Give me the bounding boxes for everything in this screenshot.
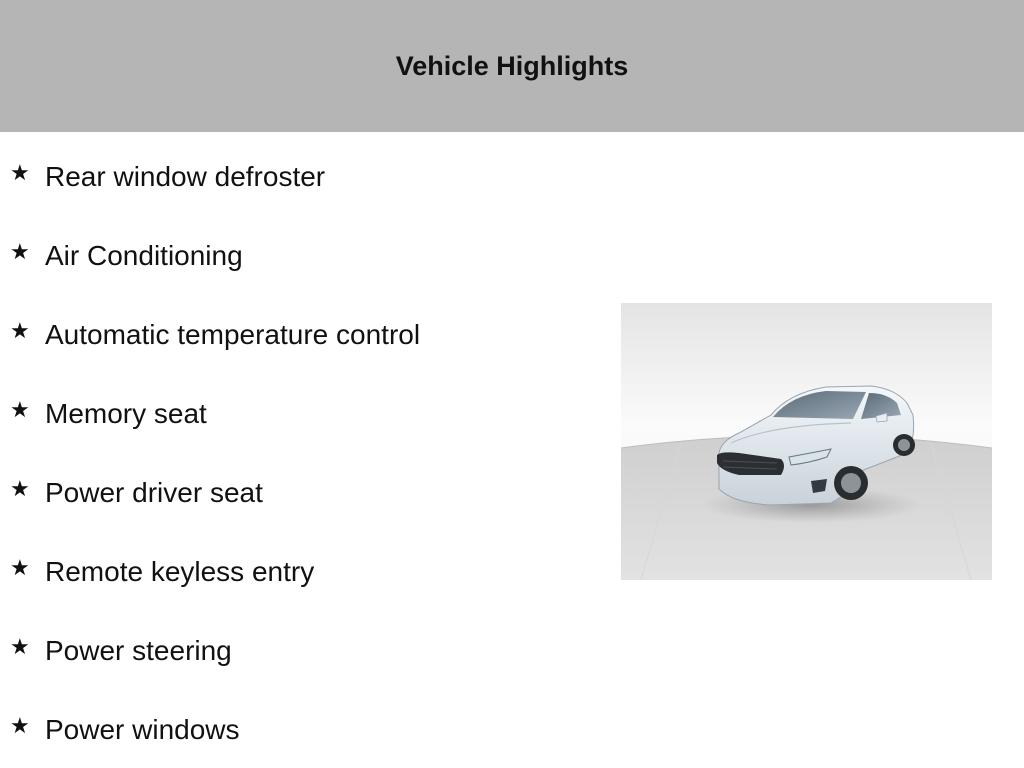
- star-icon: ★: [10, 476, 30, 501]
- list-item: [0, 393, 600, 433]
- list-item: [0, 314, 600, 354]
- list-item: [0, 472, 600, 512]
- feature-label: Remote keyless entry: [45, 556, 315, 587]
- list-item: [0, 630, 600, 670]
- feature-label: Power windows: [45, 714, 240, 745]
- feature-label: Air Conditioning: [45, 240, 243, 271]
- page-header: [0, 0, 1024, 132]
- star-icon: ★: [10, 239, 30, 264]
- star-icon: ★: [10, 555, 30, 580]
- star-icon: ★: [10, 713, 30, 738]
- page-title: Vehicle Highlights: [395, 50, 629, 81]
- feature-label: Automatic temperature control: [45, 319, 421, 350]
- feature-label: Power steering: [45, 635, 232, 666]
- list-item: [0, 551, 600, 591]
- star-icon: ★: [10, 397, 30, 422]
- list-item: [0, 156, 600, 196]
- star-icon: ★: [10, 160, 30, 185]
- feature-label: Rear window defroster: [45, 161, 326, 192]
- feature-label: Memory seat: [45, 398, 207, 429]
- list-item: [0, 709, 600, 749]
- list-item: [0, 235, 600, 275]
- star-icon: ★: [10, 318, 30, 343]
- vehicle-photo: [621, 303, 992, 580]
- star-icon: ★: [10, 634, 30, 659]
- feature-label: Power driver seat: [45, 477, 263, 508]
